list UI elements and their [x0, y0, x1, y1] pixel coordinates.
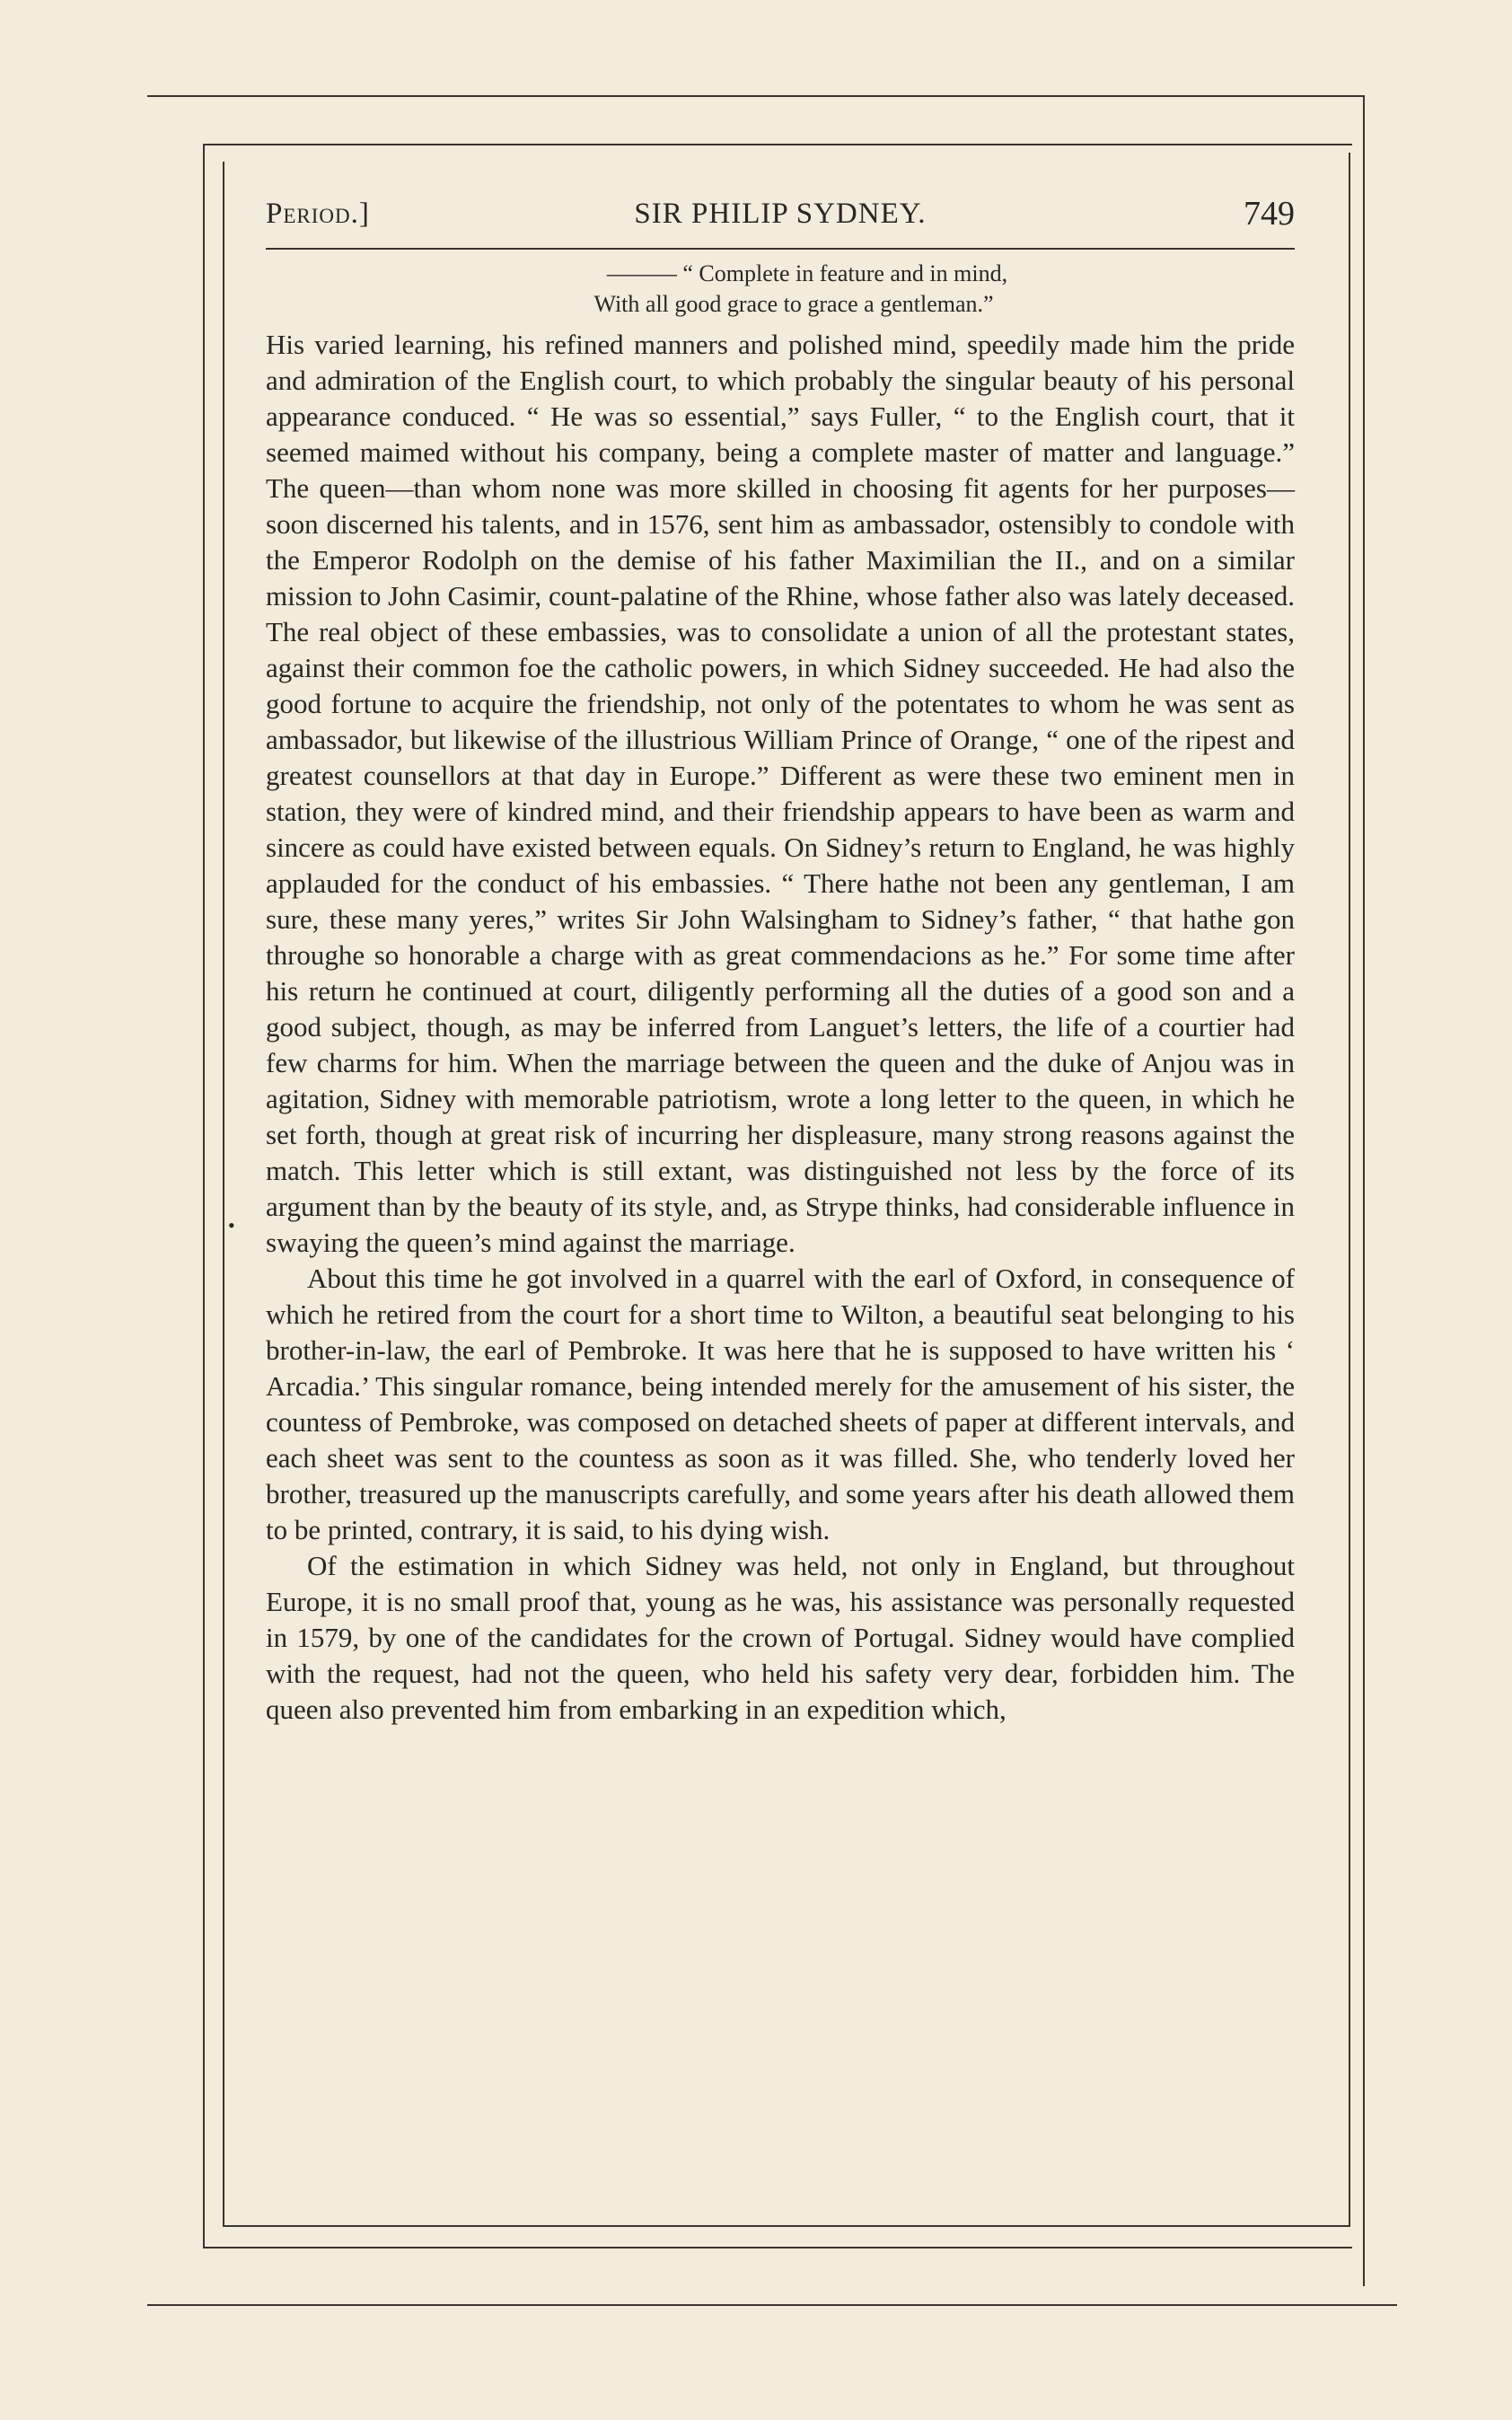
- epigraph: [266, 259, 1295, 320]
- frame-right-outer: [1363, 95, 1365, 2286]
- epigraph-line-2: With all good grace to grace a gentleman.”: [593, 291, 994, 317]
- margin-mark: •: [228, 1214, 235, 1236]
- frame-bottom-inner: [223, 2225, 1350, 2227]
- page-content: [266, 189, 1295, 1728]
- paragraph-1: His varied learning, his refined manners and polished mind, speedily made him the pride and admiration of the English court, to which probably the singular beauty of his personal appearance conduced. “ He was so essential,” says Fuller, “ to the English court, that it seemed maimed without his company, being a complete master of matter and language.” The queen—than whom none was more skilled in choosing fit agents for her purposes—soon discerned his talents, and in 1576, sent him as ambassador, ostensibly to condole with the Emperor Rodolph on the demise of his father Maximilian the II., and on a similar mission to John Casimir, count-palatine of the Rhine, whose father also was lately deceased. The real object of these embassies, was to consolidate a union of all the protestant states, against their common foe the catholic powers, in which Sidney succeeded. He had also the good fortune to acquire the friendship, not only of the potentates to whom he was sent as ambassador, but likewise of the illustrious William Prince of Orange, “ one of the ripest and greatest counsellors at that day in Europe.” Different as were these two eminent men in station, they were of kindred mind, and their friendship appears to have been as warm and sincere as could have existed between equals. On Sidney’s return to England, he was highly applauded for the conduct of his embassies. “ There hathe not been any gentleman, I am sure, these many yeres,” writes Sir John Walsingham to Sidney’s father, “ that hathe gon throughe so honorable a charge with as great commendacions as he.” For some time after his return he continued at court, diligently performing all the duties of a good son and a good subject, though, as may be inferred from Languet’s letters, the life of a courtier had few charms for him. When the marriage between the queen and the duke of Anjou was in agitation, Sidney with memorable patriotism, wrote a long letter to the queen, in which he set forth, though at great risk of incurring her displeasure, many strong reasons against the match. This letter which is still extant, was distinguished not less by the force of its argument than by the beauty of its style, and, as Strype thinks, had considerable influence in swaying the queen’s mind against the marriage.: [266, 329, 1295, 1258]
- paragraph-2: About this time he got involved in a quarrel with the earl of Oxford, in consequence of which he retired from the court for a short time to Wilton, a beautiful seat belonging to his brother-in-law, the earl of Pembroke. It was here that he is supposed to have written his ‘ Arcadia.’ This singular romance, being intended merely for the amusement of his sister, the countess of Pembroke, was composed on detached sheets of paper at different intervals, and each sheet was sent to the countess as soon as it was filled. She, who tenderly loved her brother, treasured up the manuscripts carefully, and some years after his death allowed them to be printed, contrary, it is said, to his dying wish.: [266, 1263, 1295, 1545]
- paragraph-3: Of the estimation in which Sidney was held, not only in England, but throughout Europe, it is no small proof that, young as he was, his assistance was personally requested in 1579, by one of the candidates for the crown of Portugal. Sidney would have complied with the request, had not the queen, who held his safety very dear, forbidden him. The queen also prevented him from embarking in an expedition which,: [266, 1550, 1295, 1725]
- frame-right-inner: [1349, 153, 1350, 2227]
- running-head-title: SIR PHILIP SYDNEY.: [634, 198, 927, 230]
- frame-top-outer: [147, 95, 1365, 97]
- running-head-period: Period.]: [266, 198, 370, 230]
- frame-bottom-mid: [203, 2247, 1352, 2248]
- page-number: 749: [1244, 195, 1295, 233]
- header-rule: [266, 248, 1295, 250]
- frame-left-outer: [203, 144, 205, 2248]
- frame-left-inner: [223, 162, 224, 2227]
- epigraph-line-1: ——— “ Complete in feature and in mind,: [606, 260, 1008, 286]
- frame-bottom-outer: [147, 2304, 1397, 2306]
- running-head: [266, 189, 1295, 242]
- frame-top-inner: [203, 144, 1352, 145]
